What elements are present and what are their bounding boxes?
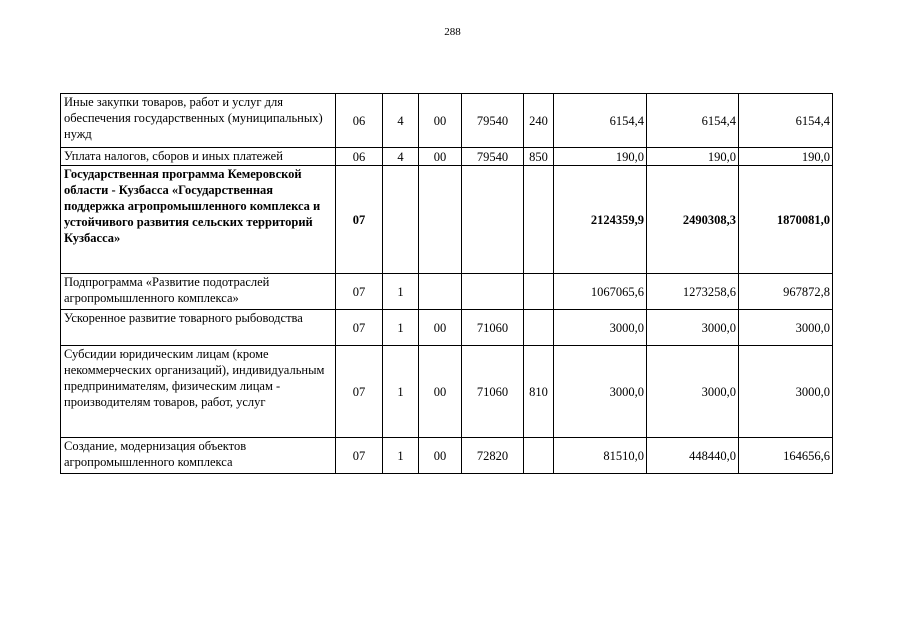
code-subprogram: 4 [383, 148, 419, 166]
value-year-1: 81510,0 [554, 438, 647, 474]
table-row [61, 166, 833, 274]
code-expense-type [524, 310, 554, 346]
code-group: 00 [419, 148, 462, 166]
value-year-1: 1067065,6 [554, 274, 647, 310]
code-expense-type: 850 [524, 148, 554, 166]
value-year-2: 448440,0 [647, 438, 739, 474]
table-row [61, 148, 833, 166]
code-subprogram: 4 [383, 94, 419, 148]
code-direction [462, 166, 524, 274]
code-group [419, 166, 462, 274]
value-year-1: 6154,4 [554, 94, 647, 148]
value-year-1: 2124359,9 [554, 166, 647, 274]
row-name: Создание, модернизация объектов агропромышленного комплекса [61, 438, 336, 474]
code-subprogram: 1 [383, 274, 419, 310]
value-year-2: 6154,4 [647, 94, 739, 148]
value-year-3: 967872,8 [739, 274, 833, 310]
row-name: Субсидии юридическим лицам (кроме некоммерческих организаций), индивидуальным предпринимателям, физическим лицам - производителям товаров, работ, услуг [61, 346, 336, 438]
code-expense-type [524, 438, 554, 474]
table-row [61, 438, 833, 474]
code-subprogram: 1 [383, 346, 419, 438]
code-group: 00 [419, 346, 462, 438]
value-year-3: 1870081,0 [739, 166, 833, 274]
value-year-1: 190,0 [554, 148, 647, 166]
code-expense-type: 810 [524, 346, 554, 438]
code-direction: 71060 [462, 310, 524, 346]
code-section: 06 [336, 148, 383, 166]
code-group: 00 [419, 438, 462, 474]
row-name: Ускоренное развитие товарного рыбоводства [61, 310, 336, 346]
code-group [419, 274, 462, 310]
value-year-3: 164656,6 [739, 438, 833, 474]
code-direction: 72820 [462, 438, 524, 474]
value-year-1: 3000,0 [554, 346, 647, 438]
table-row [61, 94, 833, 148]
code-section: 06 [336, 94, 383, 148]
value-year-2: 3000,0 [647, 310, 739, 346]
row-name: Государственная программа Кемеровской области - Кузбасса «Государственная поддержка агропромышленного комплекса и устойчивого развития сельских территорий Кузбасса» [61, 166, 336, 274]
row-name: Подпрограмма «Развитие подотраслей агропромышленного комплекса» [61, 274, 336, 310]
code-group: 00 [419, 94, 462, 148]
value-year-2: 190,0 [647, 148, 739, 166]
row-name: Уплата налогов, сборов и иных платежей [61, 148, 336, 166]
page-number: 288 [444, 26, 461, 38]
value-year-2: 2490308,3 [647, 166, 739, 274]
code-subprogram [383, 166, 419, 274]
value-year-1: 3000,0 [554, 310, 647, 346]
code-subprogram: 1 [383, 438, 419, 474]
code-subprogram: 1 [383, 310, 419, 346]
table-row [61, 346, 833, 438]
code-expense-type [524, 166, 554, 274]
code-direction: 79540 [462, 148, 524, 166]
code-expense-type: 240 [524, 94, 554, 148]
value-year-2: 1273258,6 [647, 274, 739, 310]
code-section: 07 [336, 274, 383, 310]
value-year-3: 190,0 [739, 148, 833, 166]
value-year-2: 3000,0 [647, 346, 739, 438]
code-section: 07 [336, 166, 383, 274]
table-row [61, 310, 833, 346]
value-year-3: 3000,0 [739, 346, 833, 438]
value-year-3: 6154,4 [739, 94, 833, 148]
code-expense-type [524, 274, 554, 310]
code-section: 07 [336, 346, 383, 438]
code-direction [462, 274, 524, 310]
row-name: Иные закупки товаров, работ и услуг для обеспечения государственных (муниципальных) нужд [61, 94, 336, 148]
value-year-3: 3000,0 [739, 310, 833, 346]
code-group: 00 [419, 310, 462, 346]
code-direction: 71060 [462, 346, 524, 438]
table-row [61, 274, 833, 310]
code-direction: 79540 [462, 94, 524, 148]
code-section: 07 [336, 438, 383, 474]
code-section: 07 [336, 310, 383, 346]
budget-table [60, 93, 833, 474]
